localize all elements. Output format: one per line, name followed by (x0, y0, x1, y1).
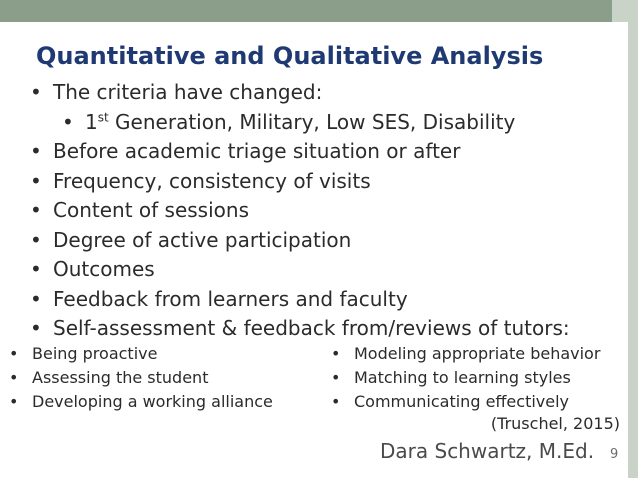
bullet-item (30, 314, 570, 344)
bullet-dot: • (331, 344, 341, 363)
list-item (331, 367, 600, 391)
bullet-text: Feedback from learners and faculty (53, 286, 408, 311)
page-number: 9 (610, 447, 619, 462)
bullet-text: Content of sessions (53, 198, 249, 222)
bullet-text: Outcomes (53, 257, 155, 281)
slide-title: Quantitative and Qualitative Analysis (36, 42, 544, 70)
list-item-text: Communicating effectively (354, 392, 570, 411)
bullet-dot: • (9, 368, 19, 387)
bullet-dot: • (30, 80, 42, 104)
citation: (Truschel, 2015) (490, 414, 620, 433)
bullet-text: Degree of active participation (53, 227, 352, 252)
left-sublist (9, 343, 273, 415)
bullet-item (30, 285, 570, 315)
list-item (9, 367, 273, 391)
list-item (331, 391, 600, 415)
bullet-dot: • (30, 198, 42, 222)
list-item (331, 343, 600, 367)
ordinal-suffix: st (97, 109, 109, 124)
ordinal-number: 1 (85, 109, 98, 134)
bullet-dot: • (9, 392, 19, 411)
right-sublist (331, 343, 600, 415)
list-item-text: Matching to learning styles (354, 368, 571, 387)
bullet-dot: • (30, 139, 42, 163)
right-edge-strip (628, 22, 638, 478)
main-bullet-list (30, 78, 570, 344)
bullet-dot: • (30, 286, 42, 311)
bullet-item (30, 167, 570, 197)
list-item (9, 343, 273, 367)
bullet-dot: • (30, 168, 42, 193)
bullet-item (30, 226, 570, 256)
bullet-dot: • (62, 109, 74, 134)
bullet-dot: • (9, 344, 19, 363)
bullet-item (30, 196, 570, 226)
bullet-text: Self-assessment & feedback from/reviews of tutors: (53, 316, 570, 340)
bullet-item (30, 137, 570, 167)
author-name: Dara Schwartz, M.Ed. (380, 439, 595, 463)
bullet-dot: • (331, 392, 341, 411)
bullet-dot: • (30, 316, 42, 340)
bullet-dot: • (30, 227, 42, 252)
bullet-text: Before academic triage situation or after (53, 139, 461, 163)
list-item-text: Modeling appropriate behavior (354, 344, 601, 363)
list-item-text: Assessing the student (32, 368, 209, 387)
bullet-text: Frequency, consistency of visits (53, 168, 371, 193)
list-item-text: Developing a working alliance (32, 392, 273, 411)
bullet-text: Generation, Military, Low SES, Disability (108, 109, 516, 134)
sub-bullet-item (30, 108, 570, 138)
header-band (0, 0, 612, 22)
bullet-text: The criteria have changed: (53, 80, 323, 104)
bullet-dot: • (30, 257, 42, 281)
bullet-item (30, 78, 570, 108)
list-item-text: Being proactive (32, 344, 158, 363)
bullet-dot: • (331, 368, 341, 387)
header-corner-accent (612, 0, 638, 22)
list-item (9, 391, 273, 415)
bullet-item (30, 255, 570, 285)
